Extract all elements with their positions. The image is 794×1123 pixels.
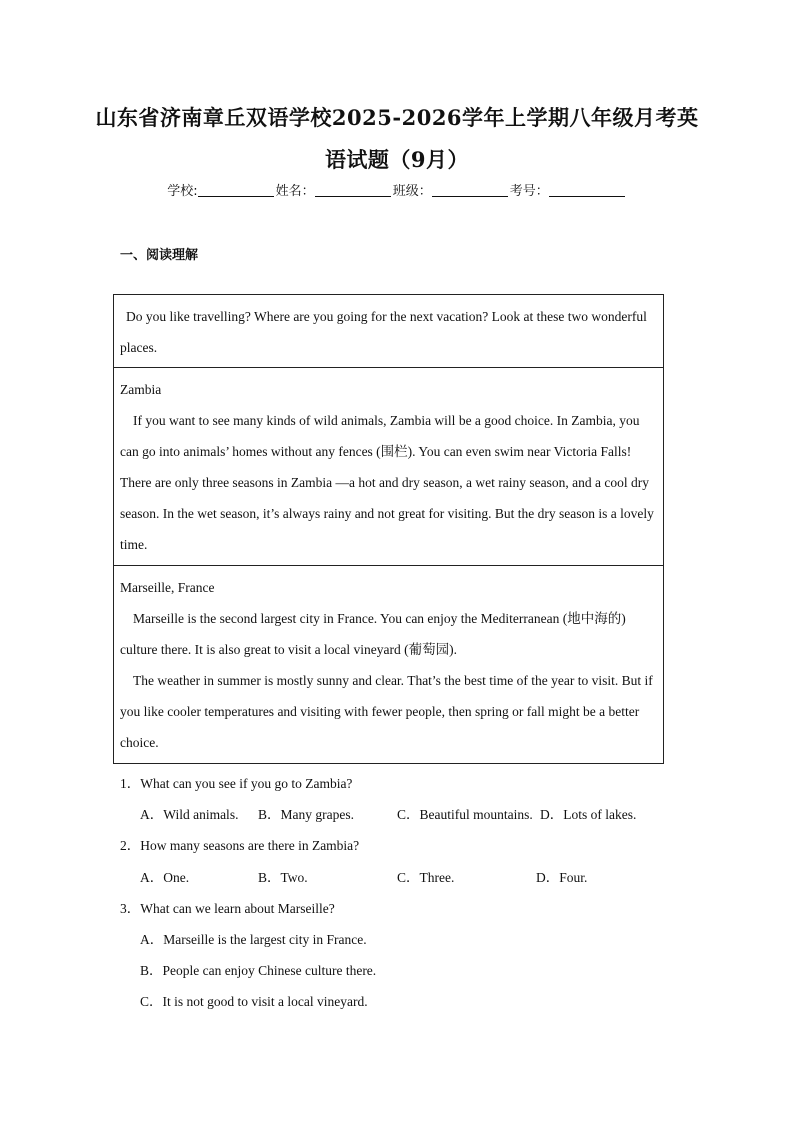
page-title-line2: 语试题（9月） <box>324 147 470 172</box>
zambia-title: Zambia <box>120 382 162 397</box>
passage-marseille-box <box>113 565 664 764</box>
name-label: 姓名： <box>275 184 315 199</box>
student-info-line <box>0 180 794 199</box>
question-1-option-d[interactable]: D．Lots of lakes. <box>540 807 637 822</box>
question-2-option-b[interactable]: B．Two. <box>258 870 308 885</box>
zambia-text: If you want to see many kinds of wild animals, Zambia will be a good choice. In Zambia, you can go into animals’ homes without any fences (围栏). You can even swim near Victoria Falls! There are only three seasons in Zambia —a hot and dry season, a wet rainy season, and a cool dry season. In the wet season, it’s always rainy and not great for visiting. But the dry season is a lovely time. <box>120 413 654 552</box>
question-1-stem: 1．What can you see if you go to Zambia? <box>120 776 353 791</box>
marseille-text-1: Marseille is the second largest city in France. You can enjoy the Mediterranean (地中海的) culture there. It is also great to visit a local vineyard (葡萄园). <box>120 611 626 657</box>
page-title: 山东省济南章丘双语学校2025-2026学年上学期八年级月考英 <box>95 105 699 130</box>
id-blank[interactable] <box>549 184 625 197</box>
question-3-option-b[interactable]: B．People can enjoy Chinese culture there. <box>140 963 377 978</box>
question-1-option-a[interactable]: A．Wild animals. <box>140 807 239 822</box>
name-blank[interactable] <box>315 184 391 197</box>
question-3-stem: 3．What can we learn about Marseille? <box>120 901 335 916</box>
question-2-option-c[interactable]: C．Three. <box>397 870 455 885</box>
question-1-option-c[interactable]: C．Beautiful mountains. <box>397 807 533 822</box>
question-3-option-a[interactable]: A．Marseille is the largest city in France. <box>140 932 367 947</box>
passage-intro-box <box>113 294 664 368</box>
passage-zambia-box <box>113 367 664 566</box>
school-label: 学校: <box>167 184 198 199</box>
question-2-option-a[interactable]: A．One. <box>140 870 190 885</box>
section-title: 一、阅读理解 <box>120 248 199 263</box>
marseille-title: Marseille, France <box>120 580 215 595</box>
class-blank[interactable] <box>432 184 508 197</box>
question-3-option-c[interactable]: C．It is not good to visit a local vineyard. <box>140 994 368 1009</box>
question-2-option-d[interactable]: D．Four. <box>536 870 588 885</box>
question-1-option-b[interactable]: B．Many grapes. <box>258 807 354 822</box>
school-blank[interactable] <box>198 184 274 197</box>
question-2-stem: 2．How many seasons are there in Zambia? <box>120 838 360 853</box>
class-label: 班级： <box>392 184 432 199</box>
marseille-text-2: The weather in summer is mostly sunny and clear. That’s the best time of the year to visit. But if you like cooler temperatures and visiting with fewer people, then spring or fall might be a better choice. <box>120 673 653 750</box>
id-label: 考号： <box>509 184 549 199</box>
passage-intro: Do you like travelling? Where are you going for the next vacation? Look at these two wonderful places. <box>120 309 647 355</box>
